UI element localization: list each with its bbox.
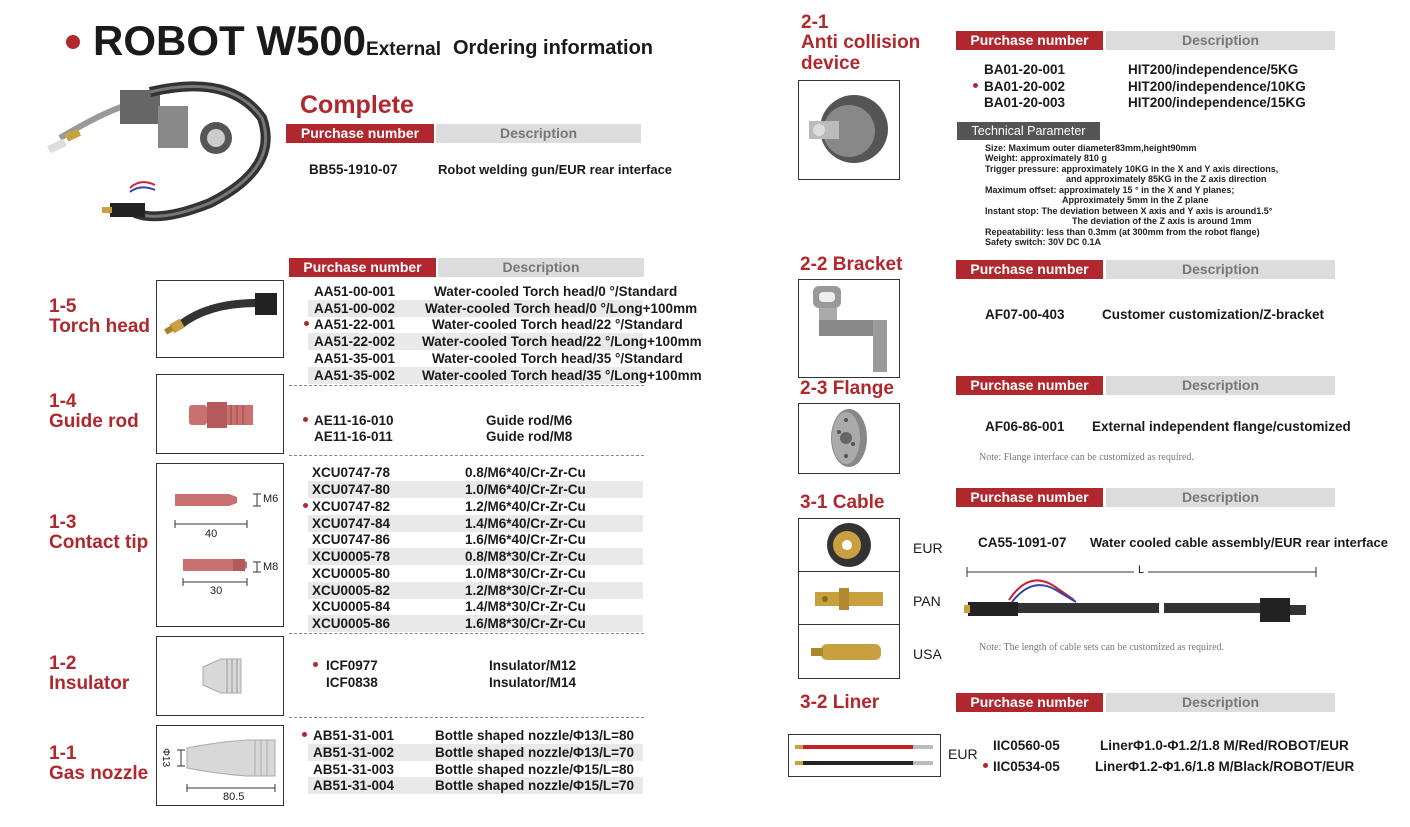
table-row: IIC0560-05 LinerΦ1.0-Φ1.2/1.8 M/Red/ROBOT/EUR [993,738,1349,753]
torch-head-title: Torch head [49,316,150,337]
gas-nozzle-code: 1-1 [49,743,77,764]
guide-rod-code: 1-4 [49,391,77,412]
contact-tip-image [156,463,284,627]
anti-collision-title-1: Anti collision [801,32,921,53]
complete-gun-image [40,78,285,228]
flange-note: Note: Flange interface can be customized as required. [979,452,1194,463]
anti-collision-code: 2-1 [801,12,829,33]
table-row: CA55-1091-07 Water cooled cable assembly/EUR rear interface [978,535,1388,550]
table-row: BA01-20-003 HIT200/independence/15KG [984,95,1306,110]
tech-line: Weight: approximately 810 g [985,153,1107,163]
description-header: Description [436,124,641,143]
connector-label-pan: PAN [913,593,941,609]
cable-title: 3-1 Cable [800,492,885,513]
ordering-heading: Ordering information [453,37,653,59]
cable-connector-pan-image [798,571,900,626]
liner-connector-label: EUR [948,746,978,762]
contact-tip-title: Contact tip [49,532,149,553]
title-subtitle: External [366,39,442,60]
highlight-dot [973,83,978,88]
divider [289,633,644,634]
guide-rod-title: Guide rod [49,411,139,432]
table-row: AA51-00-002 Water-cooled Torch head/0 °/Long+100mm [308,300,643,317]
description-header: Description [438,258,644,277]
purchase-number-header: Purchase number [956,31,1103,50]
table-row: AF06-86-001 External independent flange/customized [985,419,1351,434]
gas-nozzle-image [156,725,284,806]
table-row: AB51-31-002 Bottle shaped nozzle/Φ13/L=70 [308,744,643,761]
liner-image [788,734,941,777]
torch-head-image [156,280,284,358]
table-row: XCU0747-86 1.6/M6*40/Cr-Zr-Cu [312,532,586,547]
description-header: Description [1106,488,1335,507]
table-row: AB51-31-004 Bottle shaped nozzle/Φ15/L=70 [308,777,643,794]
cable-note: Note: The length of cable sets can be customized as required. [979,642,1225,653]
cable-connector-eur-image [798,518,900,573]
purchase-number-header: Purchase number [956,693,1103,712]
table-row: BA01-20-002 HIT200/independence/10KG [984,79,1306,94]
divider [289,717,644,718]
tech-line: Instant stop: The deviation between X axis and Y axis is around1.5° [985,206,1273,216]
table-row: XCU0747-82 1.2/M6*40/Cr-Zr-Cu [312,499,586,514]
table-row: XCU0005-86 1.6/M8*30/Cr-Zr-Cu [308,615,643,632]
table-row: AB51-31-003 Bottle shaped nozzle/Φ15/L=80 [313,762,635,777]
table-row: XCU0005-84 1.4/M8*30/Cr-Zr-Cu [312,599,586,614]
table-row: XCU0005-80 1.0/M8*30/Cr-Zr-Cu [312,566,586,581]
table-row: AE11-16-010 Guide rod/M6 [314,413,573,428]
table-row: BA01-20-001 HIT200/independence/5KG [984,62,1299,77]
complete-title: Complete [300,91,414,119]
dim-length: 80.5 [223,791,245,803]
flange-title: 2-3 Flange [800,378,894,399]
table-row: XCU0747-84 1.4/M6*40/Cr-Zr-Cu [308,515,643,532]
table-row: XCU0005-82 1.2/M8*30/Cr-Zr-Cu [308,582,643,599]
table-row: AA51-35-002 Water-cooled Torch head/35 °/Long+100mm [308,367,643,384]
highlight-dot [302,732,307,737]
torch-head-code: 1-5 [49,296,77,317]
table-row: ICF0838 Insulator/M14 [326,675,577,690]
table-row: AA51-22-001 Water-cooled Torch head/22 °/Standard [314,317,683,332]
description-header: Description [1106,693,1335,712]
anti-collision-image [798,80,900,180]
divider [289,385,644,386]
purchase-number-header: Purchase number [956,260,1103,279]
purchase-number-header: Purchase number [956,376,1103,395]
contact-tip-code: 1-3 [49,512,77,533]
insulator-image [156,636,284,716]
anti-collision-title-2: device [801,53,861,74]
table-row: XCU0005-78 0.8/M8*30/Cr-Zr-Cu [308,548,643,565]
tech-line: Approximately 5mm in the Z plane [1062,195,1209,205]
table-row: AA51-35-001 Water-cooled Torch head/35 °/Standard [314,351,683,366]
cable-length-label: L [1138,564,1145,576]
dim-m8: M8 [263,561,279,573]
insulator-code: 1-2 [49,653,77,674]
table-row: BB55-1910-07 Robot welding gun/EUR rear interface [309,162,673,177]
table-row: XCU0747-80 1.0/M6*40/Cr-Zr-Cu [308,481,643,498]
title-bullet [66,35,80,49]
tech-line: Size: Maximum outer diameter83mm,height90mm [985,143,1197,153]
description-header: Description [1106,260,1335,279]
insulator-title: Insulator [49,673,130,694]
table-row: AF07-00-403 Customer customization/Z-bracket [985,307,1325,322]
dim-m6: M6 [263,493,279,505]
tech-line: Trigger pressure: approximately 10KG in the X and Y axis directions, [985,164,1279,174]
connector-label-eur: EUR [913,540,943,556]
page-title: ROBOT W500External [93,17,442,64]
table-row: AA51-00-001 Water-cooled Torch head/0 °/Standard [314,284,678,299]
table-row: ICF0977 Insulator/M12 [326,658,577,673]
table-row: IIC0534-05 LinerΦ1.2-Φ1.6/1.8 M/Black/ROBOT/EUR [993,759,1355,774]
connector-label-usa: USA [913,646,942,662]
table-row: AE11-16-011 Guide rod/M8 [314,429,573,444]
tech-line: Repeatability: less than 0.3mm (at 300mm from the robot flange) [985,227,1260,237]
tech-line: and approximately 85KG in the Z axis direction [1066,174,1267,184]
dim-40: 40 [205,528,218,540]
dim-diameter: Φ13 [160,747,172,768]
dim-30: 30 [210,585,223,597]
tech-line: The deviation of the Z axis is around 1mm [1072,216,1252,226]
guide-rod-image [156,374,284,454]
tech-line: Safety switch: 30V DC 0.1A [985,237,1102,247]
tech-param-title: Technical Parameter [957,122,1100,140]
highlight-dot [983,763,988,768]
bracket-image [798,279,900,378]
cable-connector-usa-image [798,624,900,679]
table-row: XCU0747-78 0.8/M6*40/Cr-Zr-Cu [312,465,586,480]
purchase-number-header: Purchase number [286,124,434,143]
gas-nozzle-title: Gas nozzle [49,763,149,784]
description-header: Description [1106,376,1335,395]
tech-line: Maximum offset: approximately 15 ° in the X and Y planes; [985,185,1235,195]
divider [289,455,644,456]
purchase-number-header: Purchase number [956,488,1103,507]
purchase-number-header: Purchase number [289,258,436,277]
table-row: AA51-22-002 Water-cooled Torch head/22 °/Long+100mm [308,333,643,350]
liner-title: 3-2 Liner [800,692,880,713]
description-header: Description [1106,31,1335,50]
bracket-title: 2-2 Bracket [800,254,903,275]
cable-assembly-image [964,560,1319,632]
table-row: AB51-31-001 Bottle shaped nozzle/Φ13/L=80 [313,728,635,743]
flange-image [798,403,900,474]
